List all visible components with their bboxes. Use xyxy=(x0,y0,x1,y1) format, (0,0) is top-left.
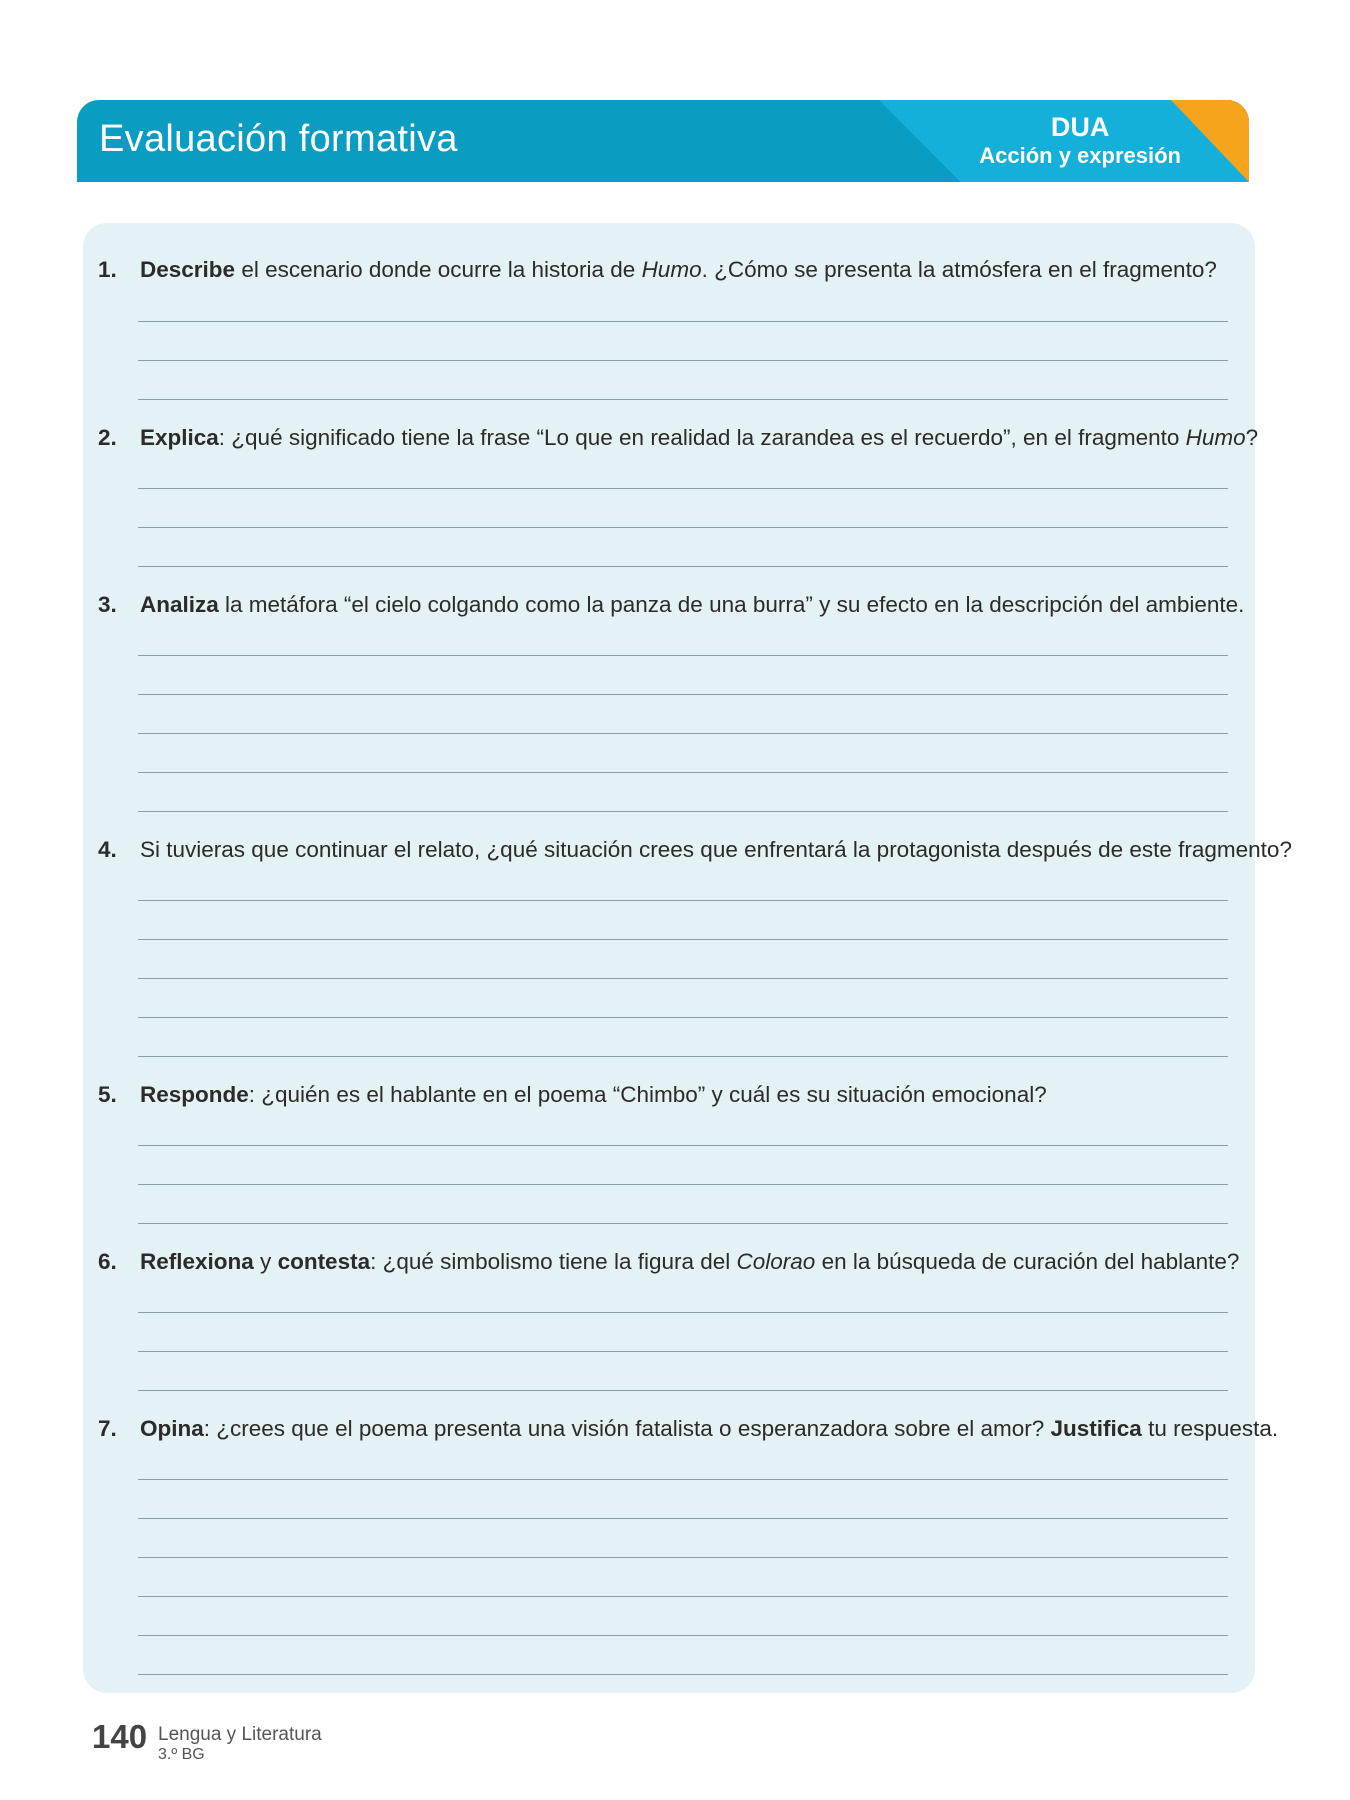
question-keyword-2: contesta xyxy=(277,1249,371,1274)
question-tail: . ¿Cómo se presenta la atmósfera en el fragmento? xyxy=(701,257,1217,282)
question-tail: tu respuesta. xyxy=(1141,1416,1279,1441)
question-keyword: Opina xyxy=(140,1416,204,1441)
answer-line[interactable] xyxy=(138,527,1228,528)
question-number: 4. xyxy=(98,837,117,862)
question-number: 7. xyxy=(98,1416,117,1441)
dua-badge-title: DUA xyxy=(1050,112,1110,142)
question-text xyxy=(140,1414,1278,1444)
question-body: : ¿qué significado tiene la frase “Lo que en realidad la zarandea es el recuerdo”, en el fragmento xyxy=(218,425,1186,450)
answer-line[interactable] xyxy=(138,1351,1228,1352)
answer-line[interactable] xyxy=(138,811,1228,812)
question-body: : ¿crees que el poema presenta una visión fatalista o esperanzadora sobre el amor? xyxy=(203,1416,1051,1441)
question-text xyxy=(140,255,1217,285)
question-body: : ¿quién es el hablante en el poema “Chimbo” y cuál es su situación emocional? xyxy=(248,1082,1047,1107)
answer-line[interactable] xyxy=(138,1557,1228,1558)
answer-line[interactable] xyxy=(138,900,1228,901)
answer-line[interactable] xyxy=(138,1017,1228,1018)
question-tail: ? xyxy=(1245,425,1259,450)
answer-line[interactable] xyxy=(138,1635,1228,1636)
page-number: 140 xyxy=(92,1718,148,1755)
question-text xyxy=(140,1247,1239,1277)
question-connector: y xyxy=(253,1249,278,1274)
question-keyword: Analiza xyxy=(140,592,219,617)
question-keyword: Describe xyxy=(140,257,236,282)
dua-badge-subtitle: Acción y expresión xyxy=(979,143,1181,168)
question-italic: Humo xyxy=(1185,425,1246,450)
footer-grade: 3.º BG xyxy=(158,1746,205,1763)
answer-line[interactable] xyxy=(138,1056,1228,1057)
answer-line[interactable] xyxy=(138,1518,1228,1519)
question-number: 2. xyxy=(98,425,117,450)
question-keyword: Reflexiona xyxy=(140,1249,254,1274)
answer-line[interactable] xyxy=(138,939,1228,940)
question-text xyxy=(140,423,1258,453)
footer-subject: Lengua y Literatura xyxy=(158,1724,322,1745)
question-number: 1. xyxy=(98,257,117,282)
question-body: el escenario donde ocurre la historia de xyxy=(235,257,642,282)
answer-line[interactable] xyxy=(138,1674,1228,1675)
answer-line[interactable] xyxy=(138,1479,1228,1480)
question-text: Si tuvieras que continuar el relato, ¿qué situación crees que enfrentará la protagonista después de este fragmento? xyxy=(140,837,1292,862)
answer-line[interactable] xyxy=(138,733,1228,734)
answer-line[interactable] xyxy=(138,488,1228,489)
answer-line[interactable] xyxy=(138,321,1228,322)
question-body: : ¿qué simbolismo tiene la figura del xyxy=(370,1249,737,1274)
question-text xyxy=(140,1080,1047,1110)
answer-line[interactable] xyxy=(138,1145,1228,1146)
answer-line[interactable] xyxy=(138,978,1228,979)
answer-line[interactable] xyxy=(138,1390,1228,1391)
question-keyword: Explica xyxy=(140,425,219,450)
answer-line[interactable] xyxy=(138,566,1228,567)
question-italic: Humo xyxy=(641,257,702,282)
question-keyword: Responde xyxy=(140,1082,249,1107)
answer-line[interactable] xyxy=(138,1596,1228,1597)
answer-line[interactable] xyxy=(138,655,1228,656)
answer-line[interactable] xyxy=(138,1184,1228,1185)
question-italic: Colorao xyxy=(736,1249,816,1274)
dua-badge xyxy=(979,112,1181,170)
question-text xyxy=(140,590,1244,620)
answer-line[interactable] xyxy=(138,1223,1228,1224)
question-number: 3. xyxy=(98,592,117,617)
answer-line[interactable] xyxy=(138,1312,1228,1313)
questions-panel xyxy=(83,223,1292,1693)
question-body: la metáfora “el cielo colgando como la panza de una burra” y su efecto en la descripción del ambiente. xyxy=(218,592,1245,617)
answer-line[interactable] xyxy=(138,360,1228,361)
question-keyword-2: Justifica xyxy=(1050,1416,1142,1441)
question-tail: en la búsqueda de curación del hablante? xyxy=(815,1249,1240,1274)
answer-line[interactable] xyxy=(138,694,1228,695)
question-number: 6. xyxy=(98,1249,117,1274)
answer-line[interactable] xyxy=(138,772,1228,773)
answer-line[interactable] xyxy=(138,399,1228,400)
question-number: 5. xyxy=(98,1082,117,1107)
section-header xyxy=(77,100,1249,182)
section-title: Evaluación formativa xyxy=(99,118,458,160)
